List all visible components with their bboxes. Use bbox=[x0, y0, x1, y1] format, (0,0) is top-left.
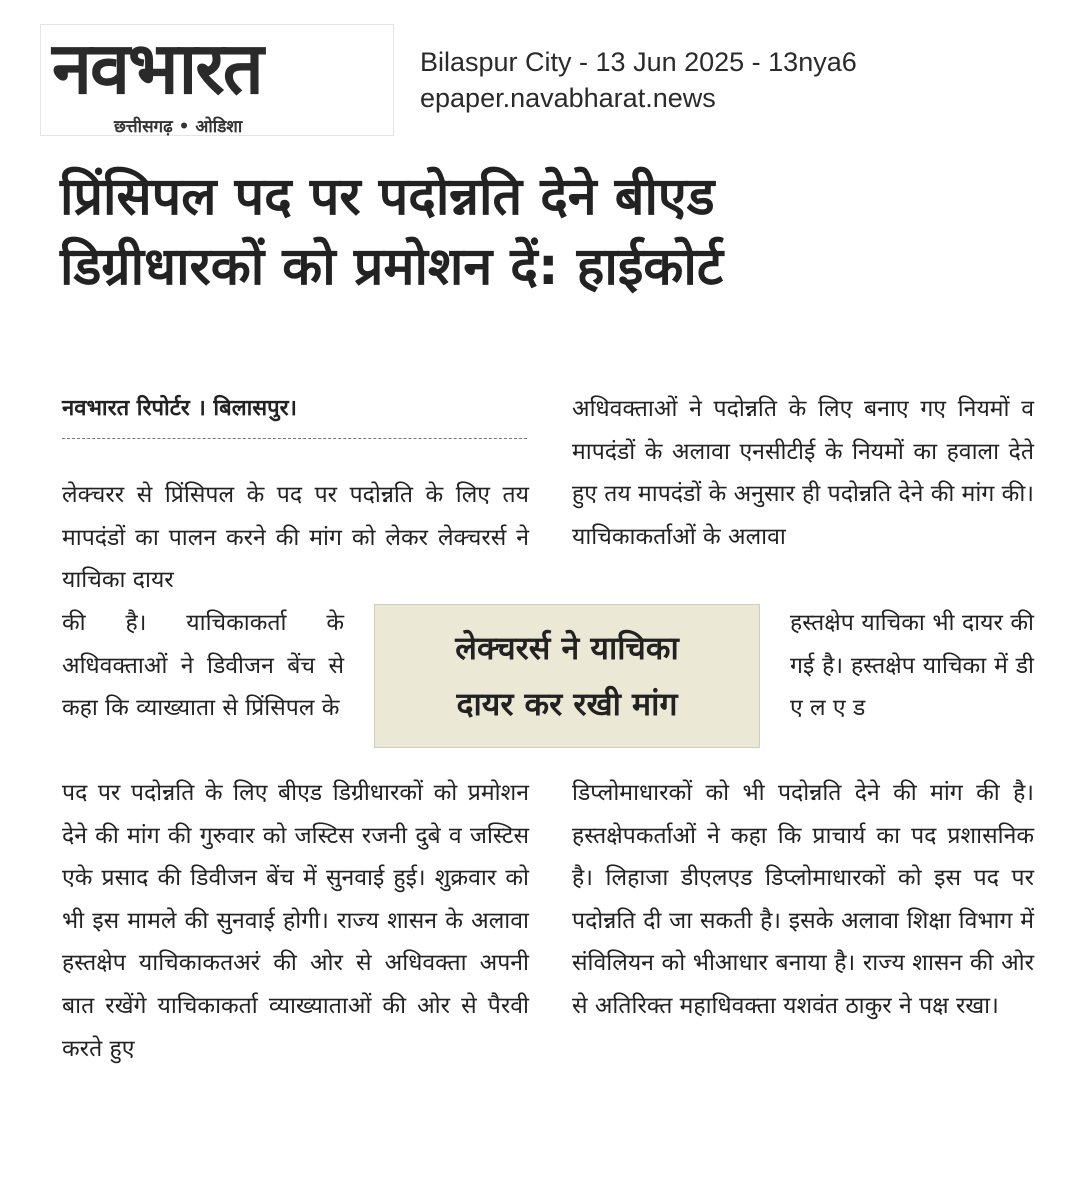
edition-info bbox=[420, 44, 857, 116]
article-headline bbox=[60, 162, 1050, 302]
newspaper-logo: नवभारत bbox=[52, 26, 262, 110]
epaper-site: epaper.navabharat.news bbox=[420, 83, 716, 113]
logo-region-tagline: छत्तीसगढ़ • ओडिशा bbox=[114, 117, 243, 137]
pull-quote-line-2: दायर कर रखी मांग bbox=[456, 685, 678, 723]
pull-quote-line-1: लेक्चरर्स ने याचिका bbox=[455, 629, 679, 667]
headline-line-2: डिग्रीधारकों को प्रमोशन दें: हाईकोर्ट bbox=[60, 237, 724, 297]
right-column-text-wrap: हस्तक्षेप याचिका भी दायर की गई है। हस्तक्षेप याचिका में डी ए ल ए ड bbox=[790, 610, 1034, 722]
right-column-text-bottom: डिप्लोमाधारकों को भी पदोन्नति देने की मांग की है। हस्तक्षेपकर्ताओं ने कहा कि प्राचार्य का पद प्रशासनिक है। लिहाजा डीएलएड डिप्लोमाधारकों को इस पद पर पदोन्नति दी जा सकती है। इसके अलावा शिक्षा विभाग में संविलियन को भीआधार बनाया है। राज्य शासन की ओर से अतिरिक्त महाधिवक्ता यशवंत ठाकुर ने पक्ष रखा। bbox=[572, 780, 1034, 1019]
headline-line-1: प्रिंसिपल पद पर पदोन्नति देने बीएड bbox=[60, 167, 715, 227]
pull-quote-box bbox=[374, 604, 760, 748]
right-column-text-top: अधिवक्ताओं ने पदोन्नति के लिए बनाए गए नियमों व मापदंडों के अलावा एनसीटीई के नियमों का हवाला देते हुए तय मापदंडों के अनुसार ही पदोन्नति देने की मांग की। याचिकाकर्ताओं के अलावा bbox=[572, 396, 1034, 550]
byline-divider bbox=[62, 438, 527, 439]
left-column-text-bottom: पद पर पदोन्नति के लिए बीएड डिग्रीधारकों को प्रमोशन देने की मांग की गुरुवार को जस्टिस रजनी दुबे व जस्टिस एके प्रसाद की डिवीजन बेंच में सुनवाई हुई। शुक्रवार को भी इस मामले की सुनवाई होगी। राज्य शासन के अलावा हस्तक्षेप याचिकाकतअरं की ओर से अधिवक्ता अपनी बात रखेंगे याचिकाकर्ता व्याख्याताओं की ओर से पैरवी करते हुए bbox=[62, 780, 529, 1062]
left-column-text-top: लेक्चरर से प्रिंसिपल के पद पर पदोन्नति के लिए तय मापदंडों का पालन करने की मांग को लेकर लेक्चरर्स ने याचिका दायर bbox=[62, 482, 529, 594]
byline: नवभारत रिपोर्टर । बिलासपुर। bbox=[62, 396, 298, 421]
edition-line: Bilaspur City - 13 Jun 2025 - 13nya6 bbox=[420, 47, 857, 77]
left-column-text-wrap: की है। याचिकाकर्ता के अधिवक्ताओं ने डिवीजन बेंच से कहा कि व्याख्याता से प्रिंसिपल के bbox=[62, 610, 344, 722]
